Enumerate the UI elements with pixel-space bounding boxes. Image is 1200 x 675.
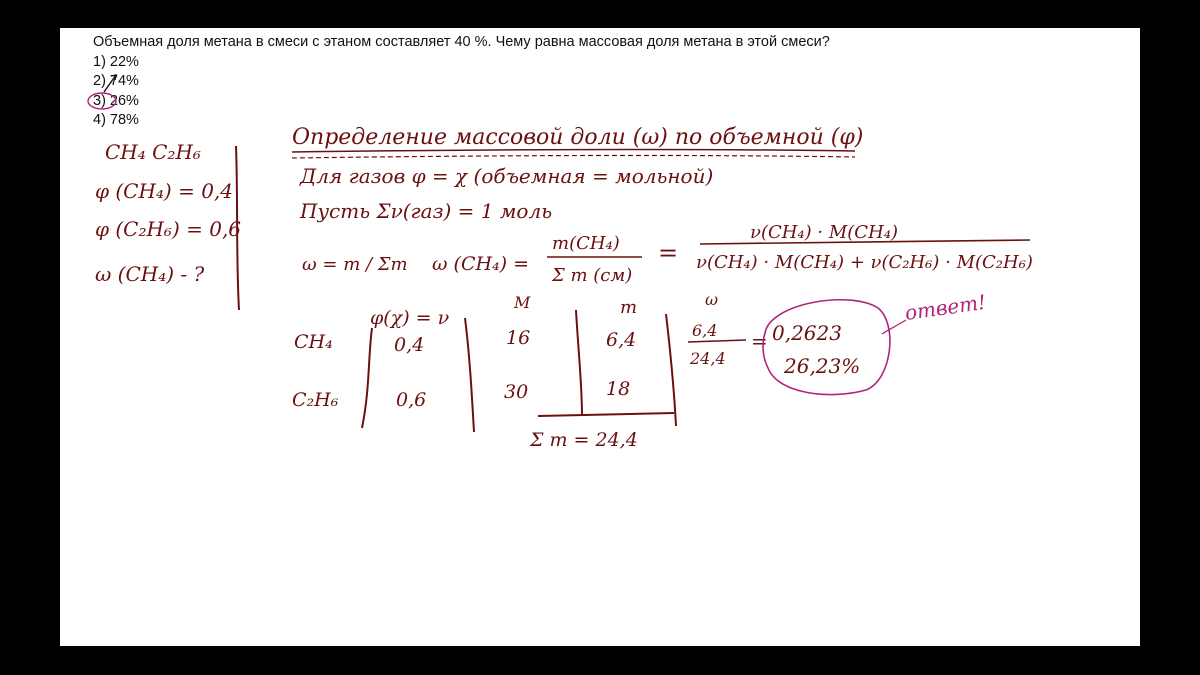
result-percent: 26,23%	[784, 354, 861, 378]
big-fraction-numerator: ν(CH₄) · M(CH₄)	[750, 222, 898, 243]
option-3-circle-mark	[88, 93, 116, 109]
row-c2h6-M: 30	[504, 381, 529, 403]
heading-underline-2	[292, 155, 855, 158]
question-text: Объемная доля метана в смеси с этаном составляет 40 %. Чему равна массовая доля метана в этой смеси?	[93, 34, 830, 50]
table-header-nu: φ(χ) = ν	[370, 307, 450, 329]
w-ch4-numerator: m(CH₄)	[552, 233, 620, 254]
phi-c2h6-text: φ (C₂H₆) = 0,6	[95, 217, 242, 241]
row-ch4-M: 16	[506, 327, 531, 349]
w-def-text: ω = m / Σm	[302, 254, 408, 275]
table-header-M: M	[514, 293, 531, 312]
table-line-3	[576, 310, 582, 416]
formulas-text: CH₄ C₂H₆	[105, 140, 201, 164]
answer-pointer	[882, 320, 906, 334]
option-1: 1) 22%	[93, 53, 139, 70]
fraction-equals: =	[751, 329, 768, 353]
option-3: 3) 26%	[93, 92, 139, 109]
option-2-arrow-mark	[104, 75, 116, 92]
result-highlight-circle	[763, 300, 890, 395]
table-sum-text: Σ m = 24,4	[530, 429, 638, 451]
whiteboard-sheet	[60, 28, 1140, 646]
gases-line: Для газов φ = χ (объемная = мольной)	[300, 164, 714, 188]
fraction-bar	[688, 340, 746, 342]
w-ch4-label: ω (CH₄) =	[432, 253, 530, 275]
phi-ch4-text: φ (CH₄) = 0,4	[95, 179, 234, 203]
row-ch4-nu: 0,4	[394, 334, 425, 356]
handwritten-notes	[60, 28, 1140, 646]
result-decimal: 0,2623	[772, 321, 842, 345]
table-line-1	[362, 328, 372, 428]
table-header-m: m	[620, 297, 638, 318]
row-c2h6-m: 18	[606, 378, 631, 400]
row-c2h6-name: C₂H₆	[292, 389, 339, 411]
fraction-denominator: 24,4	[690, 349, 726, 368]
table-line-4	[666, 314, 676, 426]
big-equals: =	[658, 239, 679, 267]
option-4: 4) 78%	[93, 112, 139, 128]
answer-label: ответ!	[903, 289, 988, 325]
row-ch4-name: CH₄	[294, 331, 333, 353]
big-fraction-denominator: ν(CH₄) · M(CH₄) + ν(C₂H₆) · M(C₂H₆)	[696, 252, 1033, 273]
table-line-2	[465, 318, 474, 432]
w-ch4-denominator: Σ m (см)	[552, 265, 633, 286]
table-header-w: ω	[705, 290, 719, 309]
fraction-numerator: 6,4	[692, 321, 718, 340]
row-c2h6-nu: 0,6	[396, 389, 427, 411]
heading-text: Определение массовой доли (ω) по объемной (φ)	[292, 125, 864, 150]
w-ch4-question-text: ω (CH₄) - ?	[95, 262, 205, 286]
let-line: Пусть Σν(газ) = 1 моль	[300, 199, 553, 223]
option-2: 2) 74%	[93, 73, 139, 89]
row-ch4-m: 6,4	[606, 329, 637, 351]
table-sum-line	[538, 413, 674, 416]
